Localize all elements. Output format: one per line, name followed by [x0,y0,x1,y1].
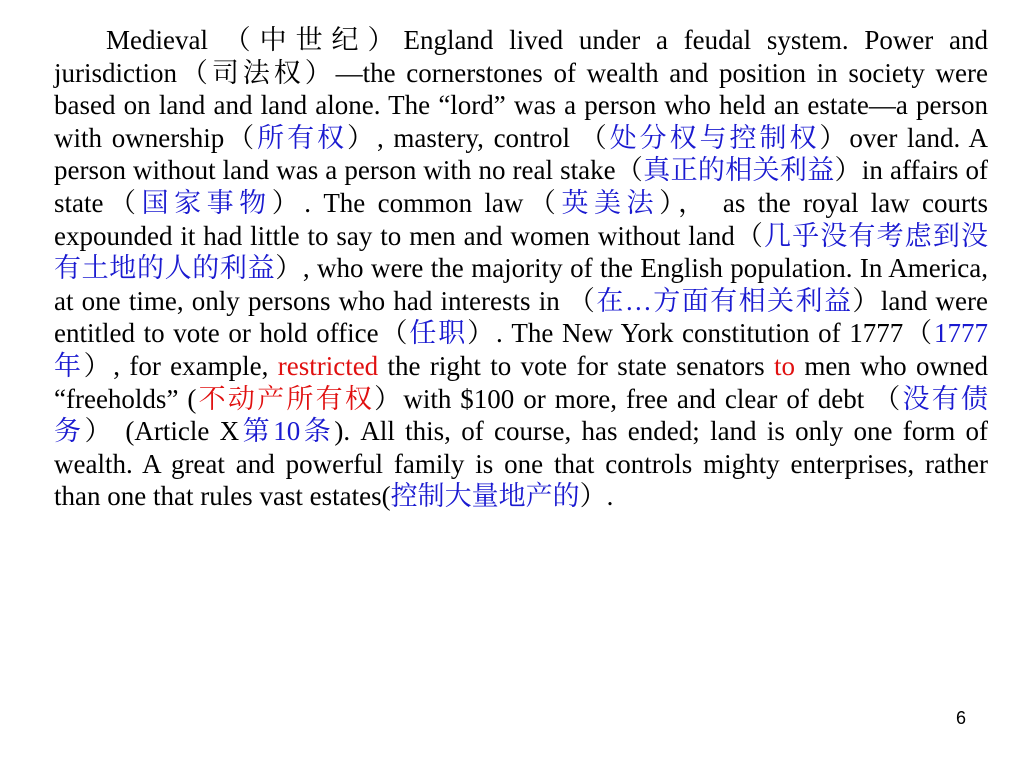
text-segment: the right to vote for state senators [378,350,774,381]
chinese-annotation: 任职 [409,318,468,349]
text-segment: ）, mastery, control （ [346,122,610,153]
text-segment: ）over land. A person without land was a person with no real stake（ [54,122,989,186]
chinese-annotation: 没有债务 [54,383,989,447]
text-segment: men who owned “freeholds” ( [54,350,989,414]
chinese-annotation: 英美法 [561,187,660,218]
chinese-annotation: 第10条 [239,416,335,447]
chinese-annotation: 几乎没有考虑到没有土地的人的利益 [54,220,989,284]
text-segment: ）in affairs of state（ [54,155,988,218]
chinese-annotation: 处分权与控制权 [609,122,820,153]
text-segment: Medieval （中世纪）England lived under a feudal system. Power and jurisdiction（司法权）—the cornerstones of wealth and position in society were based on land and land alone. The “lord” was a person who held an estate—a person with ownership（ [54,25,988,153]
chinese-annotation: 所有权 [257,122,347,153]
red-chinese-annotation: 不动产所有权 [196,383,375,414]
chinese-annotation: 控制大量地产的 [390,481,580,512]
chinese-annotation: 在…方面有相关利益 [596,285,853,316]
text-segment: ). All this, of course, has ended; land is only one form of wealth. A great and powerful family is one that controls mighty enterprises, rather than one that rules vast estates( [54,416,988,512]
text-segment: ）, who were the majority of the English population. In America, at one time, only persons who had interests in （ [54,253,989,316]
chinese-annotation: 真正的相关利益 [643,155,835,186]
chinese-annotation: 国家事物 [141,187,272,218]
text-segment: ）. The common law（ [271,187,562,218]
chinese-annotation: 1777年 [54,318,989,381]
text-segment: ） (Article X [84,416,240,447]
text-segment: ）with $100 or more, free and clear of debt （ [374,383,903,414]
page-number: 6 [955,708,966,728]
text-segment: ）. The New York constitution of 1777（ [467,318,935,349]
red-highlight-word: to [773,350,795,381]
red-highlight-word: restricted [277,350,379,381]
text-segment: ）. [579,481,614,512]
text-segment: ）， as the royal law courts expounded it had little to say to men and women without land（ [54,187,989,251]
slide-paragraph [54,24,988,513]
text-segment: ）land were entitled to vote or hold office（ [54,285,988,349]
text-segment: ）, for example, [83,350,278,381]
